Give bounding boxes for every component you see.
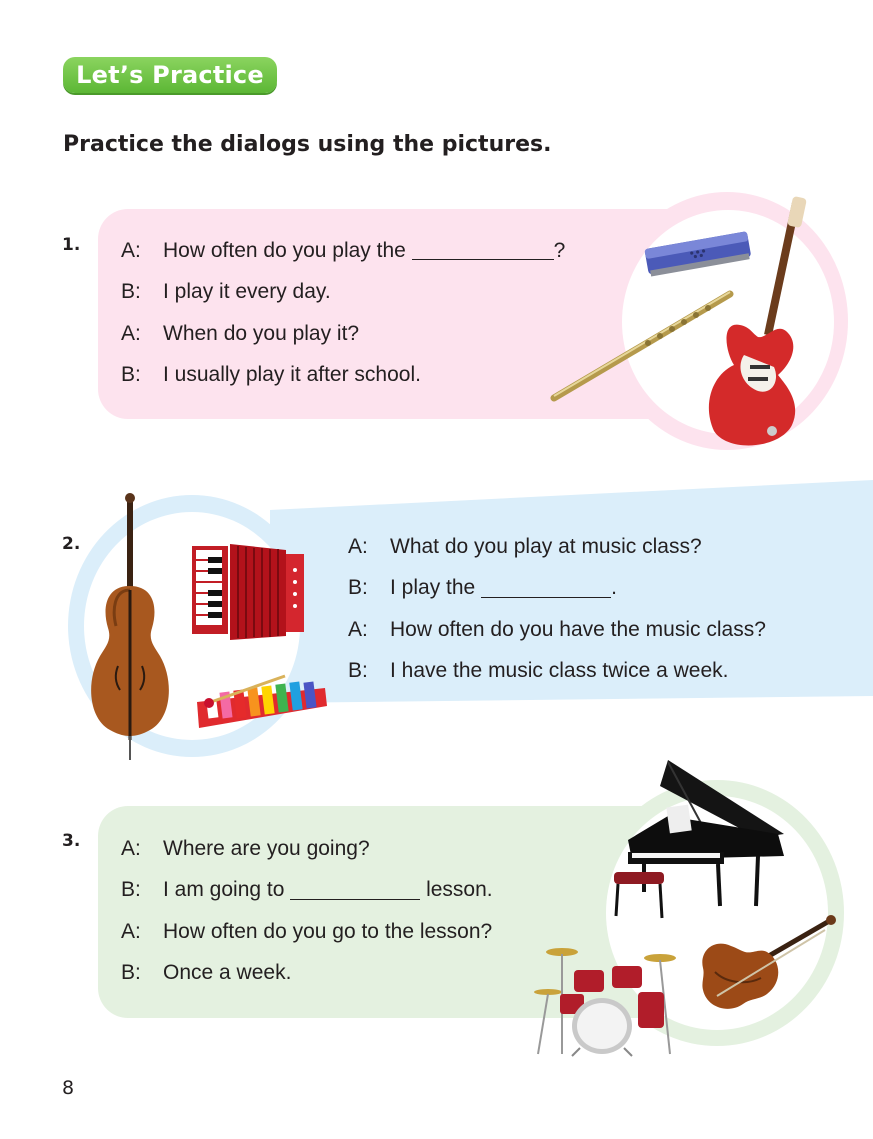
line-text: How often do you go to the lesson? xyxy=(163,919,493,943)
dialog-3-number: 3. xyxy=(62,831,81,851)
dialog-1-line-2 xyxy=(121,272,565,314)
cello-image xyxy=(84,490,180,762)
dialog-1-line-1 xyxy=(121,230,565,272)
speaker: B: xyxy=(121,961,141,985)
line-text: I usually play it after school. xyxy=(163,363,421,387)
speaker: A: xyxy=(121,836,141,860)
line-text: Once a week. xyxy=(163,961,292,985)
xylophone-image xyxy=(193,672,329,734)
violin-image xyxy=(695,912,837,1016)
speaker: A: xyxy=(121,321,141,345)
dialog-2-line-2 xyxy=(348,568,766,610)
dialog-3-line-2 xyxy=(121,870,493,912)
speaker: B: xyxy=(348,576,368,600)
instruction: Practice the dialogs using the pictures. xyxy=(63,132,552,157)
speaker: B: xyxy=(121,878,141,902)
line-text: How often do you have the music class? xyxy=(390,617,766,641)
page-number: 8 xyxy=(62,1077,75,1099)
line-text: What do you play at music class? xyxy=(390,534,702,558)
drum-kit-image xyxy=(520,944,706,1058)
speaker: A: xyxy=(121,238,141,262)
grand-piano-image xyxy=(608,756,790,926)
accordion-image xyxy=(190,540,310,644)
dialog-1-number: 1. xyxy=(62,235,81,255)
electric-guitar-image xyxy=(700,195,815,450)
line-text: I play the xyxy=(390,576,482,600)
dialog-3-line-3 xyxy=(121,911,493,953)
speaker: B: xyxy=(121,280,141,304)
dialog-2-line-3 xyxy=(348,609,766,651)
line-text: How often do you play the xyxy=(163,238,412,262)
line-text: I am going to xyxy=(163,878,291,902)
line-text: Where are you going? xyxy=(163,836,370,860)
line-text: I have the music class twice a week. xyxy=(390,659,729,683)
dialog-3-line-1 xyxy=(121,828,493,870)
dialog-1-lines xyxy=(121,230,565,396)
line-after: ? xyxy=(553,238,566,262)
speaker: A: xyxy=(121,919,141,943)
line-text: When do you play it? xyxy=(163,321,360,345)
speaker: A: xyxy=(348,534,368,558)
line-text: I play it every day. xyxy=(163,280,331,304)
dialog-2-line-1 xyxy=(348,526,766,568)
dialog-2-line-4 xyxy=(348,651,766,693)
dialog-1-line-4 xyxy=(121,355,565,397)
dialog-3-lines xyxy=(121,828,493,994)
speaker: B: xyxy=(121,363,141,387)
answer-blank[interactable] xyxy=(290,881,420,900)
answer-blank[interactable] xyxy=(412,241,554,260)
dialog-2-number: 2. xyxy=(62,534,81,554)
dialog-2-lines xyxy=(348,526,766,692)
speaker: A: xyxy=(348,617,368,641)
speaker: B: xyxy=(348,659,368,683)
answer-blank[interactable] xyxy=(481,579,611,598)
dialog-3-line-4 xyxy=(121,953,493,995)
lets-practice-badge: Let’s Practice xyxy=(63,57,277,93)
line-after: . xyxy=(611,576,617,600)
line-after: lesson. xyxy=(420,878,493,902)
dialog-1-line-3 xyxy=(121,313,565,355)
